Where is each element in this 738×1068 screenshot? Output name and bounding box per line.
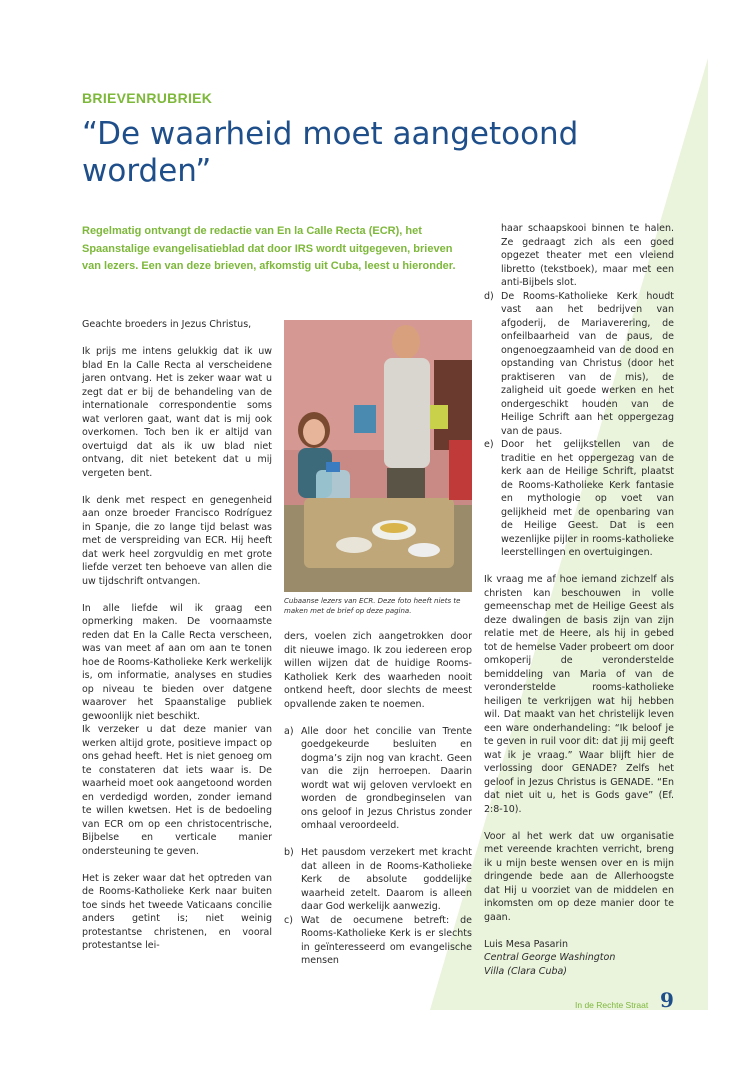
footer-publication: In de Rechte Straat [575,1000,649,1010]
list-text: Alle door het concilie van Trente goedgekeurde besluiten en dogma’s zijn nog van kracht. Geen van die zijn herroepen. Daarin wordt wat wij geloven vervloekt en worden de grondbeginselen van ons geloof in Jezus Christus zonder omhaal veroordeeld. [301,725,472,831]
reader-photo [284,320,472,592]
signature-place: Central George Washington [484,952,616,963]
list-item [484,438,674,560]
salutation: Geachte broeders in Jezus Christus, [82,319,252,330]
paragraph: ders, voelen zich aangetrokken door dit nieuwe imago. Ik zou iedereen erop willen wijzen dat de huidige Rooms-Katholiek Kerk des waarheden nooit ontkend heeft, door slechts de meest opvallende zaken te noemen. [284,631,472,710]
page-number: 9 [660,988,674,1012]
list-text: Het pausdom verzekert met kracht dat alleen in de Rooms-Katholieke Kerk de absolute goddelijke waarheid zetelt. Daarom is alleen daar God werkelijk aanwezig. [301,847,472,912]
paragraph: Ik verzeker u dat deze manier van werken altijd grote, positieve impact op ons gehad heeft. Het is niet genoeg om te constateren dat iets waar is. De waarheid moet ook aangetoond worden en verdedigd worden, zonder iemand te willen kwetsen. Het is de bedoeling van ECR om op een christocentrische, Bijbelse en verticale manier ondersteuning te geven. [82,724,272,857]
section-rubric: BRIEVENRUBRIEK [82,90,213,106]
list-item [484,290,674,439]
article-intro: Regelmatig ontvangt de redactie van En la Calle Recta (ECR), het Spaanstalige evangelisatieblad dat door IRS wordt uitgegeven, brieven van lezers. Een van deze brieven, afkomstig uit Cuba, leest u hieronder. [82,225,456,272]
paragraph: In alle liefde wil ik graag een opmerking maken. De voornaamste reden dat En la Calle Recta verscheen, was van meet af aan om aan te tonen hoe de Rooms-Katholieke Kerk werkelijk is, om informatie, analyses en studies op niveau te bieden over datgene waarover het Spaanstalige publiek gewoonlijk niet beschikt. [82,602,272,722]
list-label: d) [484,290,494,302]
signature-name: Luis Mesa Pasarin [484,938,569,950]
column-2 [284,630,472,968]
list-text: De Rooms-Katholieke Kerk houdt vast aan het bedrijven van afgoderij, de Mariaverering, de onfeilbaarheid van de paus, de ongenoegzaamheid van de dood en opstanding van Christus (door het praktiseren van de mis), de zaligheid uit goede werken en het ondergeschikt houden van de Heilige Schrift aan het oppergezag van de paus. [501,290,674,437]
list-item [284,914,472,968]
list-label: c) [284,914,293,926]
list-label: e) [484,439,494,450]
photo-caption: Cubaanse lezers van ECR. Deze foto heeft niets te maken met de brief op deze pagina. [284,597,461,615]
list-item [284,725,472,833]
list-item [284,846,472,914]
list-label: b) [284,847,294,858]
signature-place: Villa (Clara Cuba) [484,965,568,977]
list-continuation [484,222,674,290]
list-label: a) [284,725,294,737]
list-text: haar schaapskooi binnen te halen. Ze gedraagt zich als een goed opgezet theater met een vleiend libretto (tekstboek), maar met een anti-Bijbels slot. [501,223,674,288]
list-text: Wat de oecumene betreft: de Rooms-Katholieke Kerk is er slechts in geïnteresseerd om evangelische mensen [301,914,472,966]
paragraph: Ik prijs me intens gelukkig dat ik uw blad En la Calle Recta al verscheidene jaren ontvang. Het is zeker waar wat u zegt dat er bij de behandeling van de internationale correspondentie soms wat verloren gaat, want dat is mij ook overkomen. Toch ben ik er altijd van overtuigd dat als ik uw blad niet ontvang, dit niet betekent dat u mij vergeten bent. [82,346,272,479]
column-1 [82,318,272,953]
paragraph: Ik denk met respect en genegenheid aan onze broeder Francisco Rodríguez in Spanje, die zo lange tijd belast was met de verspreiding van ECR. Hij heeft dat werk heel zorgvuldig en met grote liefde verzet ten behoeve van allen die uw tijdschrift ontvangen. [82,494,272,587]
paragraph: Het is zeker waar dat het optreden van de Rooms-Katholieke Kerk naar buiten toe sinds het tweede Vaticaans concilie anders getint is; niet weinig protestantse christenen, en vooral protestantse lei- [82,872,272,951]
article-title: “De waarheid moet aangetoond worden” [82,116,579,189]
paragraph: Ik vraag me af hoe iemand zichzelf als christen kan beschouwen in volle gemeenschap met de Heilige Geest als deze dwalingen de basis zijn van zijn relatie met de Heere, als hij in gebed tot de hemelse Vader probeert om door omkoperij de veronderstelde bemiddeling van Maria of van de veronderstelde rooms-katholieke heiligen te verkrijgen wat hij hebben wil. Dat maakt van het christelijk leven een ware onderhandeling: “Ik beloof je te geven in ruil voor dit: dat jij mij geeft wat ik je vraag.” Waar blijft hier de verlossing door GENADE? Zelfs het geloof in Jezus Christus is GENADE. “En dat niet uit u, het is Gods gave” (Ef. 2:8-10). [484,574,674,815]
paragraph: Voor al het werk dat uw organisatie met vereende krachten verricht, breng ik u mijn beste wensen over en is mijn dringende bede aan de Allerhoogste dat Hij u voorziet van de middelen en inkomsten om op deze manier door te gaan. [484,830,674,923]
list-text: Door het gelijkstellen van de traditie en het oppergezag van de kerk aan de Heilige Schrift, plaatst de Rooms-Katholieke Kerk fantasie en mythologie op voet van gelijkheid met de openbaring van de Heilige Geest. Dat is een wezenlijke pijler in rooms-katholieke leerstellingen en overtuigingen. [501,439,674,558]
column-3 [484,222,674,978]
